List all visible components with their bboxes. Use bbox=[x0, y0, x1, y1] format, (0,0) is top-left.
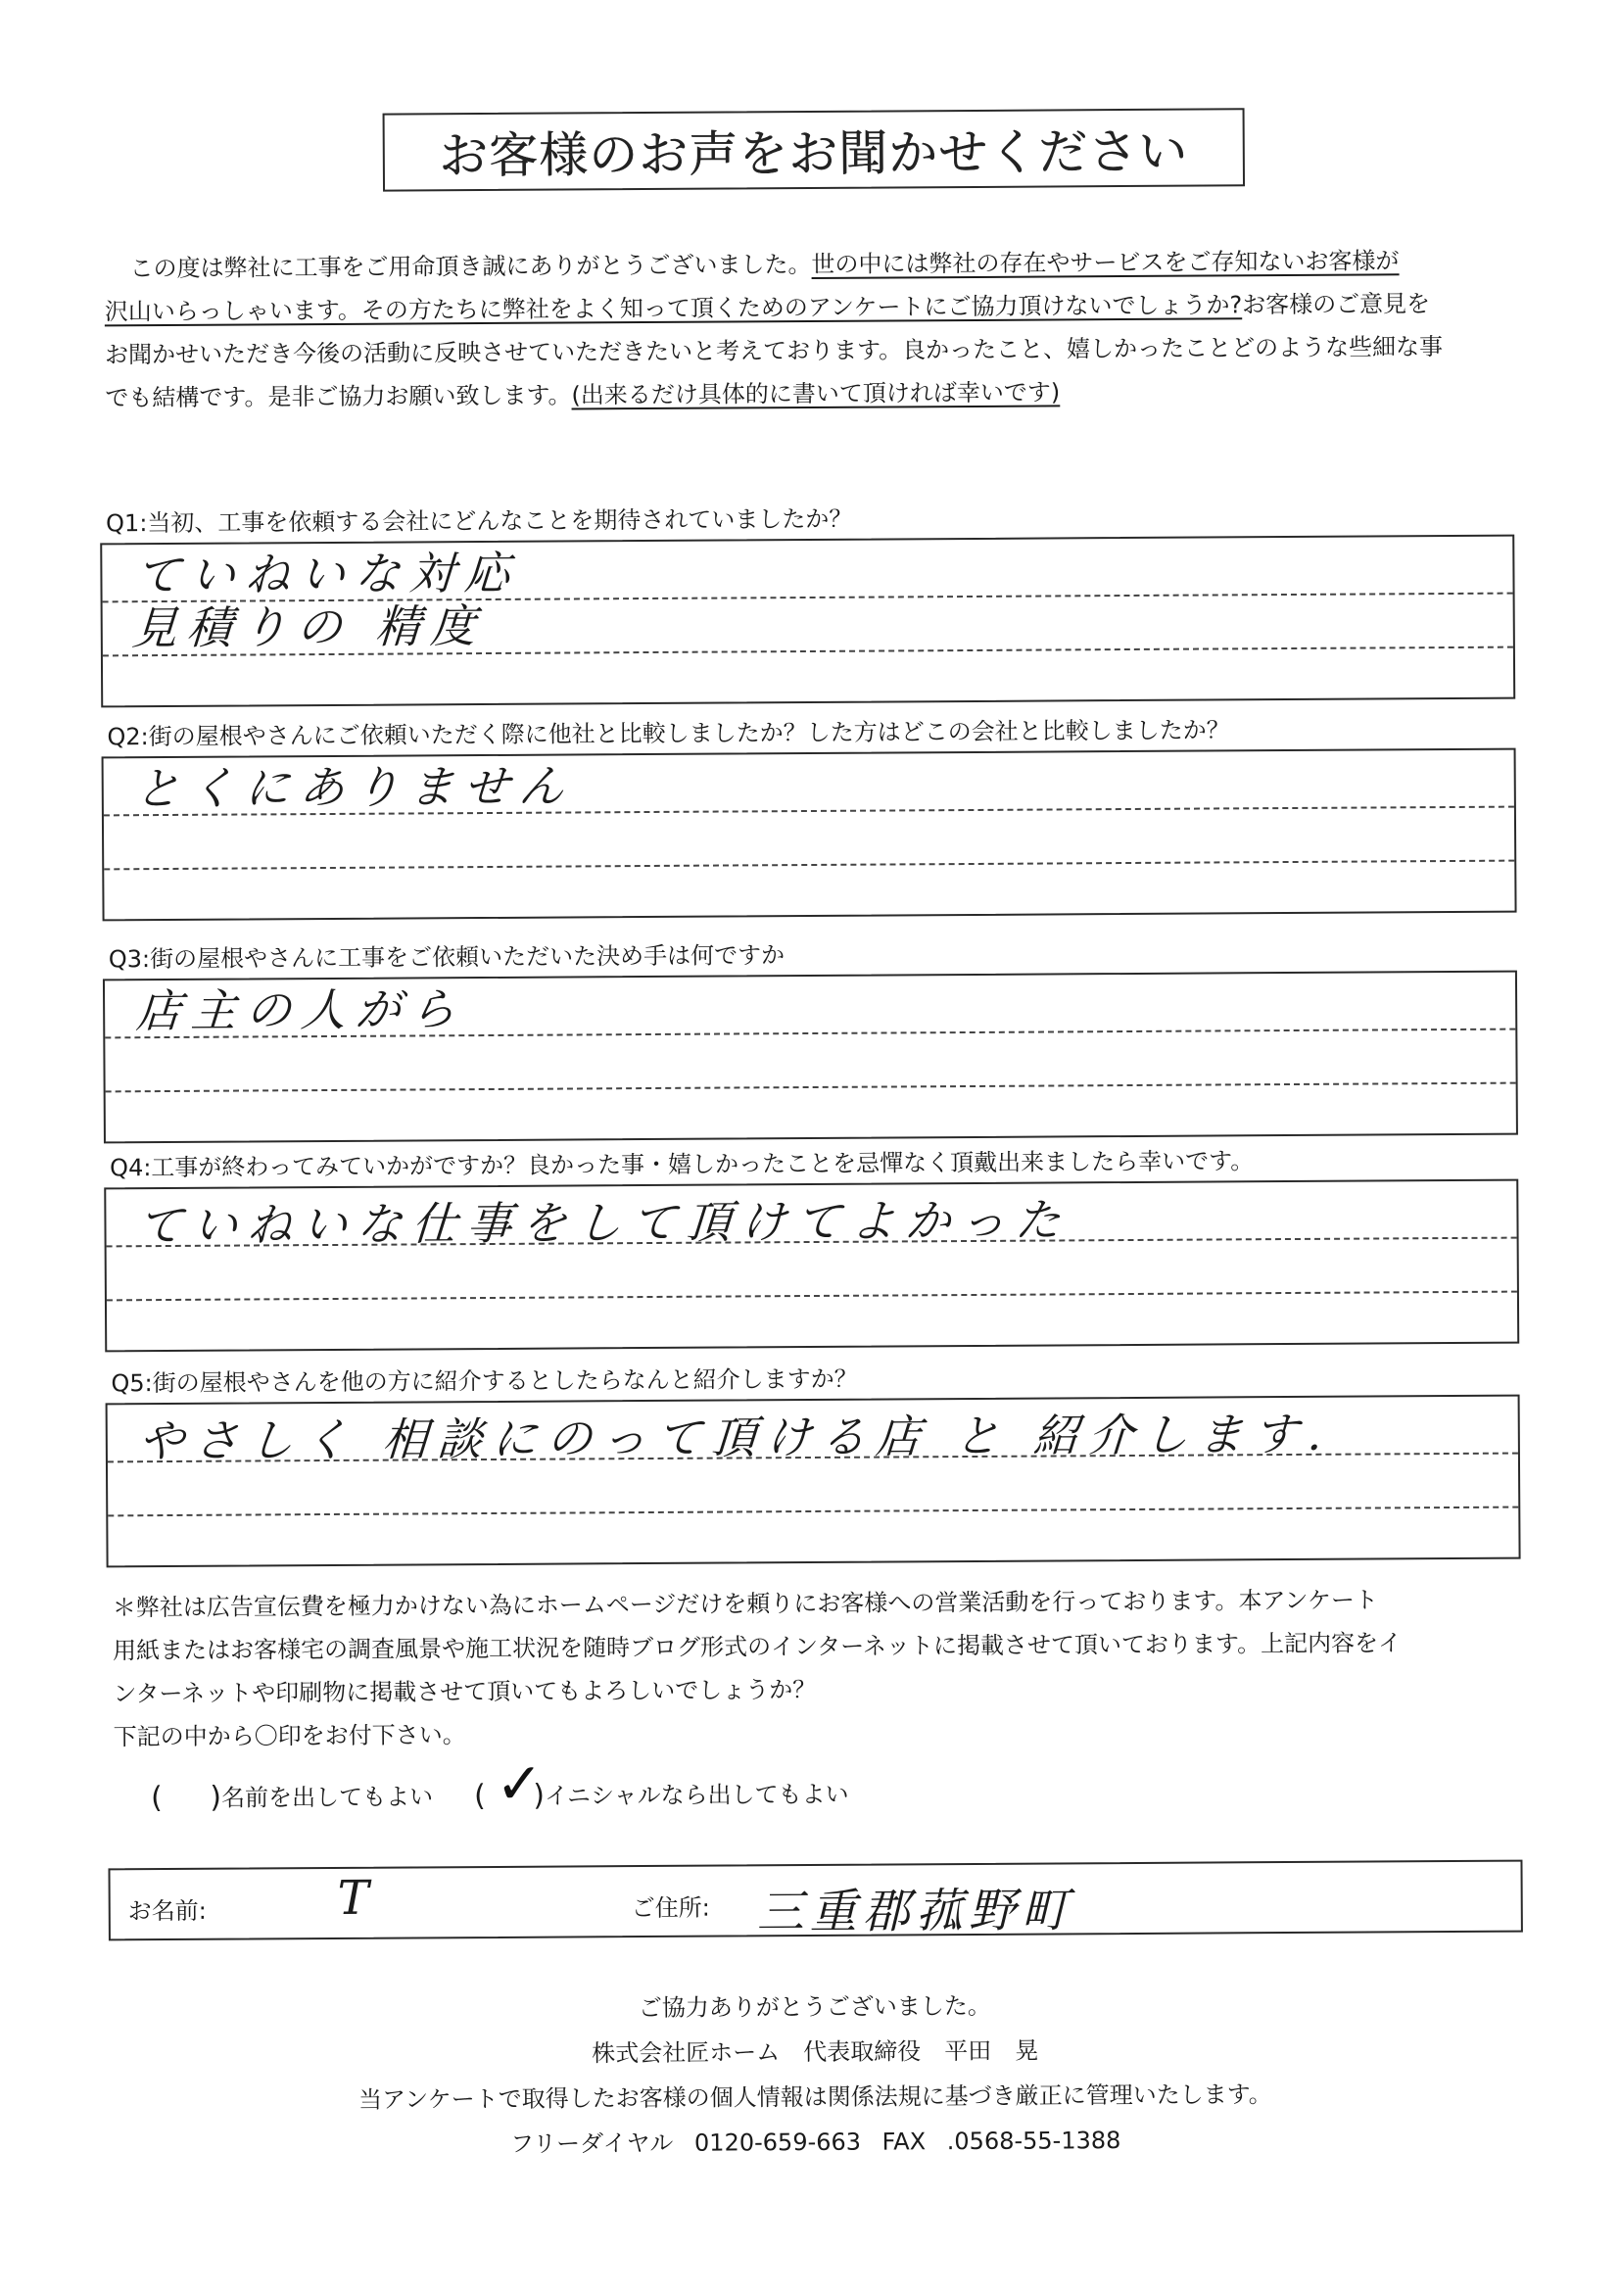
ruled-line bbox=[107, 1291, 1517, 1302]
consent-options bbox=[151, 1775, 890, 1814]
ruled-line bbox=[104, 860, 1514, 871]
question-1-label: Q1:当初、工事を依頼する会社にどんなことを期待されていましたか？ bbox=[106, 500, 852, 539]
question-5-label: Q5:街の屋根やさんを他の方に紹介するとしたらなんと紹介しますか？ bbox=[111, 1360, 857, 1399]
thanks-message: ご協力ありがとうございました。 bbox=[5, 1980, 1619, 2034]
question-3-label: Q3:街の屋根やさんに工事をご依頼いただいた決め手は何ですか bbox=[109, 935, 785, 974]
intro-line-3: お聞かせいただき今後の活動に反映させていただきたいと考えております。良かったこと、嬉しかったことどのような些細な事 bbox=[105, 324, 1554, 376]
answer-line: ていねいな仕事をして頂けてよかった bbox=[136, 1191, 1499, 1253]
question-2-answer-box[interactable] bbox=[102, 748, 1517, 922]
intro-text: この度は弊社に工事をご用命頂き誠にありがとうございました。 bbox=[129, 251, 811, 282]
check-mark-icon: ( ✓ bbox=[496, 1754, 544, 1811]
intro-underlined-text: 沢山いらっしゃいます。その方たちに弊社をよく知って頂くためのアンケートにご協力頂けないでしょうか? bbox=[105, 291, 1243, 325]
ruled-line bbox=[106, 1082, 1516, 1093]
customer-info-box bbox=[108, 1860, 1522, 1941]
address-label: ご住所: bbox=[632, 1889, 710, 1923]
company-signature: 株式会社匠ホーム 代表取締役 平田 晃 bbox=[6, 2025, 1619, 2080]
name-label: お名前: bbox=[128, 1891, 207, 1926]
intro-text: でも結構です。是非ご協力お願い致します。 bbox=[105, 381, 571, 411]
intro-line-4 bbox=[105, 367, 1554, 419]
notice-line: 下記の中から〇印をお付下さい。 bbox=[114, 1706, 1563, 1758]
consent-label-name: 名前を出してもよい bbox=[221, 1777, 433, 1812]
privacy-statement: 当アンケートで取得したお客様の個人情報は関係法規に基づき厳正に管理いたします。 bbox=[6, 2070, 1619, 2125]
intro-underlined-text: (出来るだけ具体的に書いて頂ければ幸いです) bbox=[571, 378, 1060, 408]
question-3-answer bbox=[134, 977, 1497, 1038]
question-2-answer bbox=[133, 754, 1496, 816]
notice-line: ンターネットや印刷物に掲載させて頂いてもよろしいでしょうか？ bbox=[113, 1663, 1562, 1715]
answer-line: ていねいな対応 bbox=[134, 541, 1497, 602]
answer-line: やさしく 相談にのって頂ける店 と 紹介します. bbox=[137, 1407, 1500, 1468]
question-2-label: Q2:街の屋根やさんにご依頼いただく際に他社と比較しましたか？した方はどこの会社と比較しましたか？ bbox=[107, 710, 1229, 751]
question-1-answer bbox=[130, 541, 1497, 655]
question-4-label: Q4:工事が終わってみていかがですか？良かった事・嬉しかったことを忌憚なく頂戴出来ましたら幸いです。 bbox=[110, 1141, 1254, 1182]
notice-line: ＊弊社は広告宣伝費を極力かけない為にホームページだけを頼りにお客様への営業活動を行っております。本アンケート bbox=[113, 1577, 1562, 1629]
intro-underlined-text: 世の中には弊社の存在やサービスをご存知ないお客様が bbox=[811, 247, 1399, 278]
question-1-answer-box[interactable] bbox=[100, 535, 1515, 708]
intro-paragraph bbox=[104, 238, 1554, 419]
ruled-line bbox=[108, 1507, 1518, 1517]
question-3-answer-box[interactable] bbox=[103, 971, 1518, 1144]
address-field[interactable]: 三重郡菰野町 bbox=[757, 1872, 1074, 1941]
question-4-answer bbox=[136, 1191, 1499, 1253]
publication-notice bbox=[113, 1577, 1563, 1758]
question-5-answer bbox=[137, 1407, 1500, 1468]
question-4-answer-box[interactable] bbox=[104, 1179, 1519, 1353]
footer bbox=[5, 1980, 1619, 2170]
consent-option-initial[interactable] bbox=[474, 1775, 849, 1811]
name-field[interactable]: T bbox=[338, 1871, 375, 1926]
question-5-answer-box[interactable] bbox=[106, 1395, 1521, 1568]
contact-numbers: フリーダイヤル 0120-659-663 FAX .0568-55-1388 bbox=[6, 2115, 1619, 2170]
answer-line: 見積りの 精度 bbox=[130, 594, 1493, 655]
answer-line: 店主の人がら bbox=[134, 977, 1497, 1038]
answer-line: とくにありません bbox=[133, 754, 1496, 816]
notice-line: 用紙またはお客様宅の調査風景や施工状況を随時ブログ形式のインターネットに掲載させて頂いております。上記内容をイ bbox=[113, 1620, 1562, 1672]
form-title: お客様のお声をお聞かせください bbox=[383, 108, 1245, 191]
consent-label-initial: イニシャルなら出してもよい bbox=[545, 1775, 849, 1811]
intro-text: お客様のご意見を bbox=[1242, 290, 1430, 318]
consent-option-name[interactable] bbox=[151, 1777, 433, 1813]
